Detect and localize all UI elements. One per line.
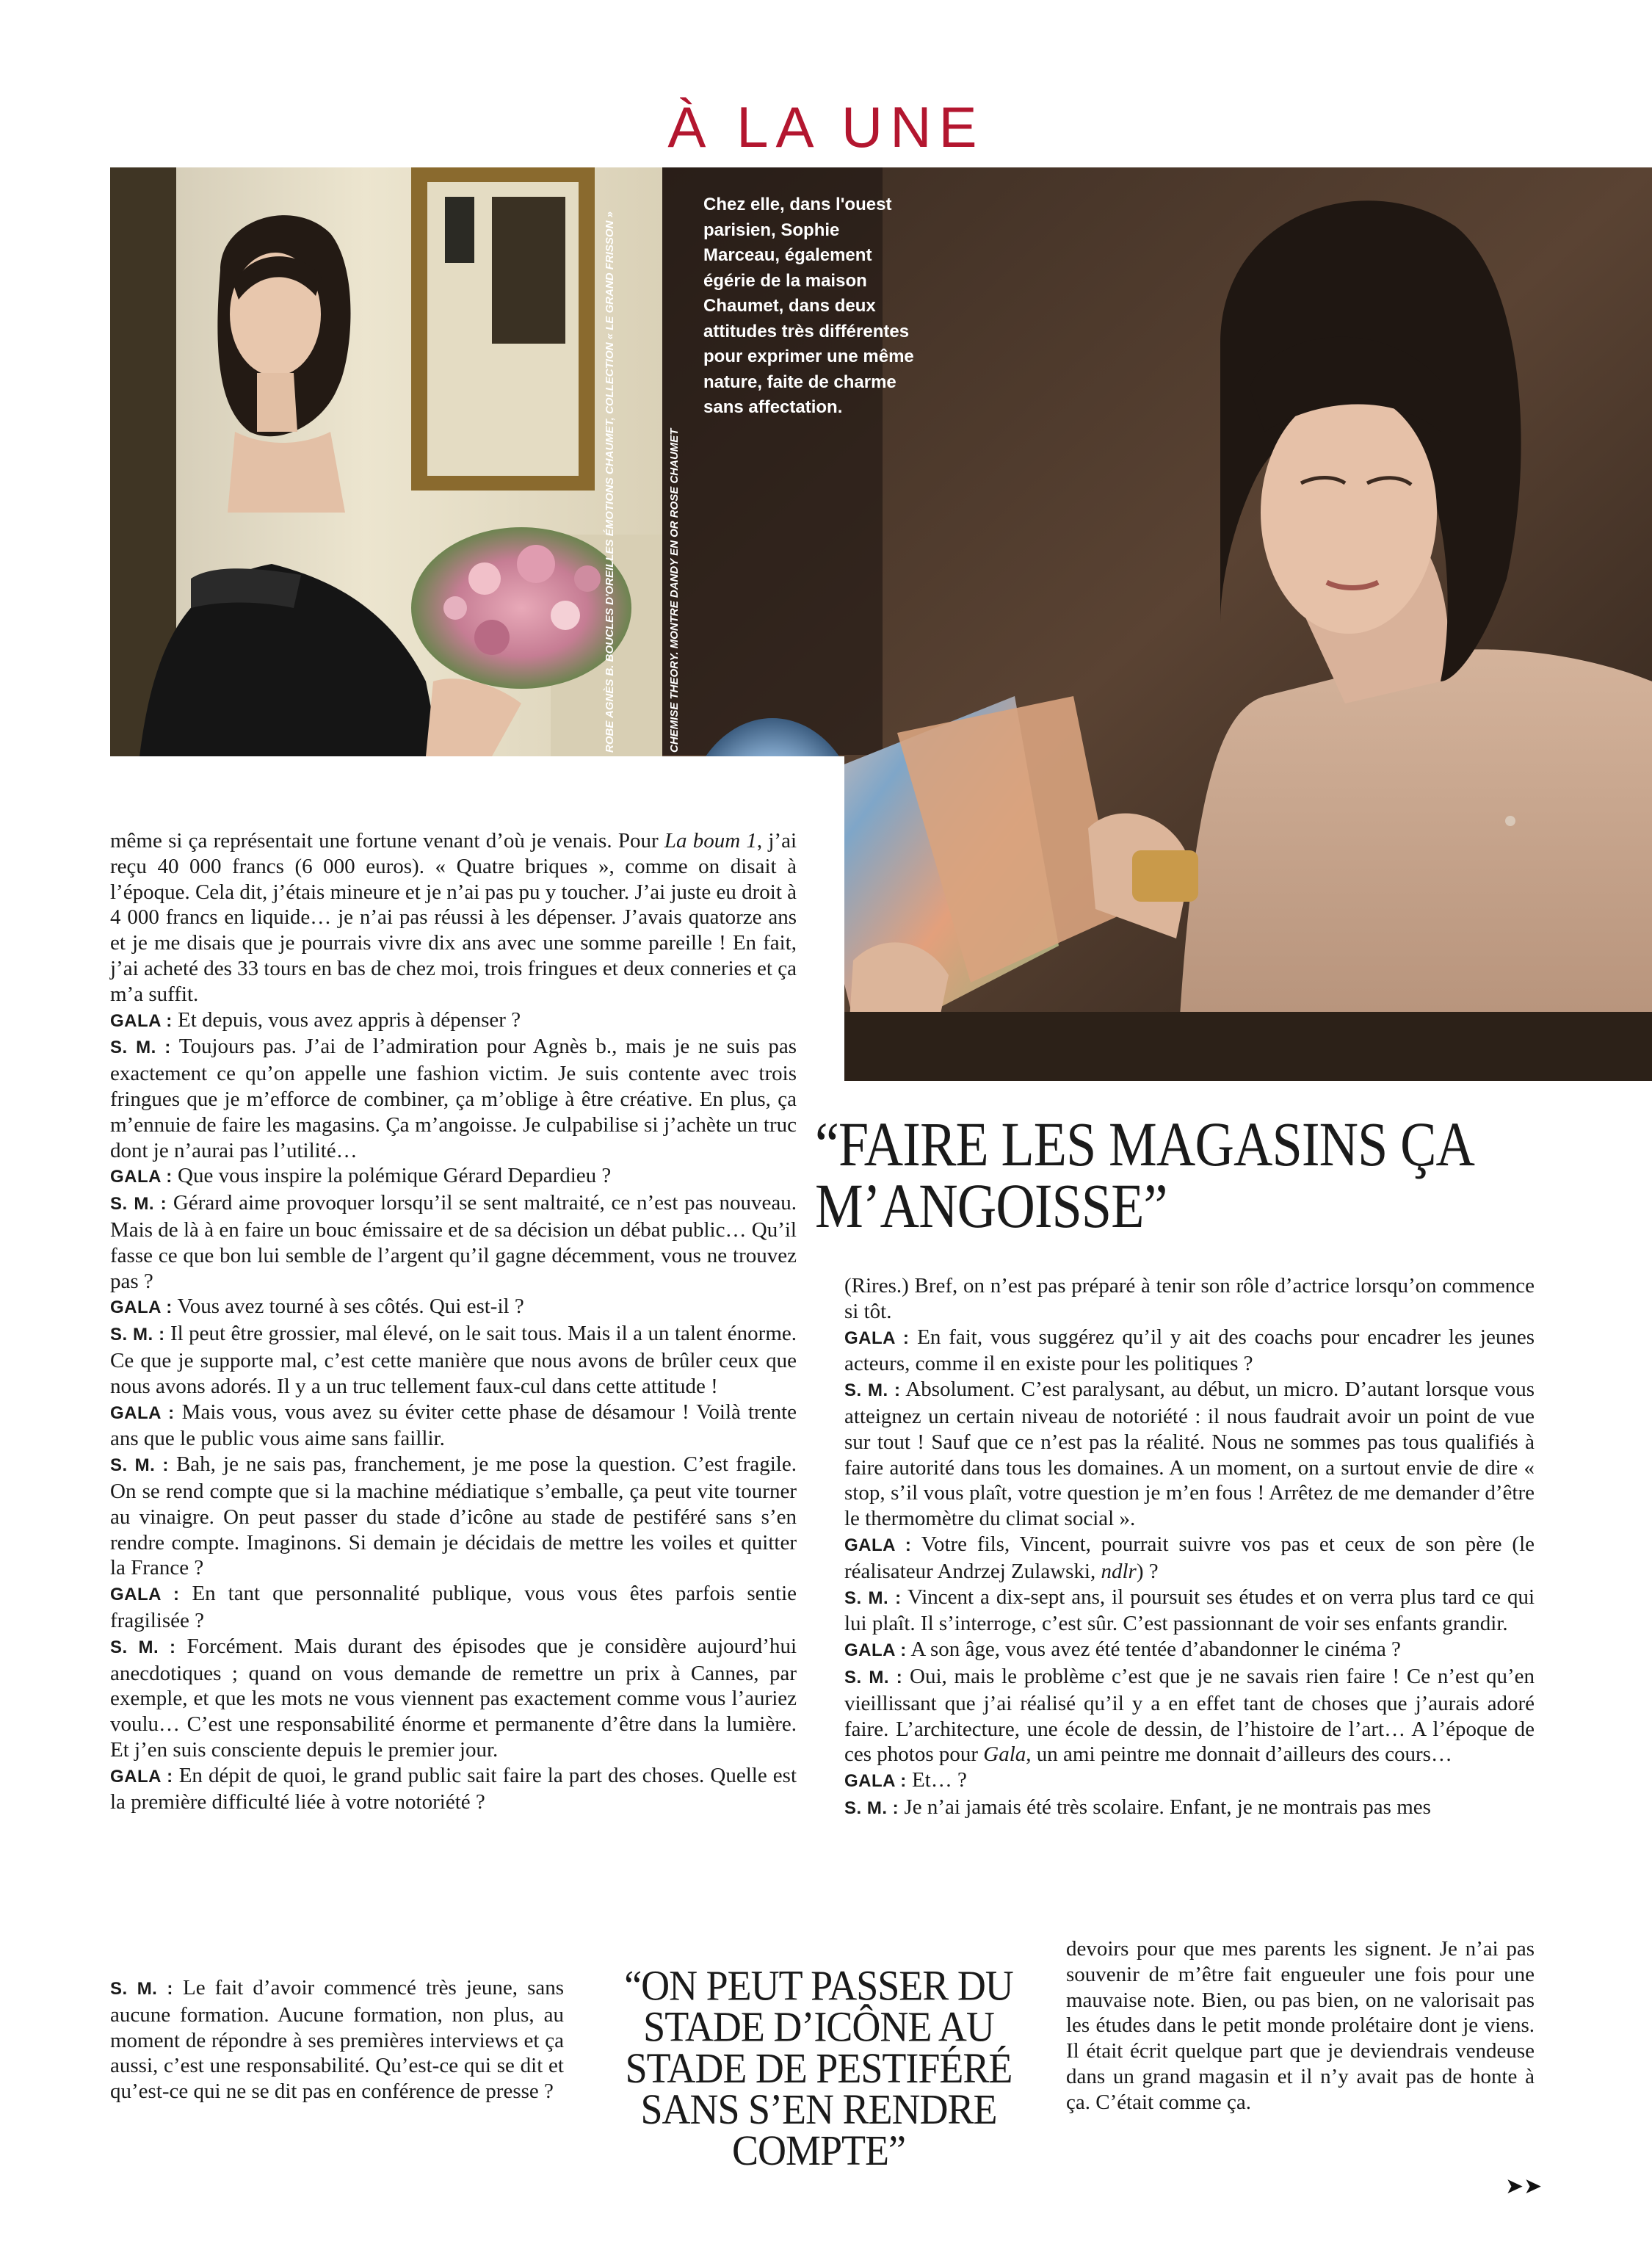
pull-quote-main: “FAIRE LES MAGASINS ÇA M’ANGOISSE”: [815, 1109, 1472, 1241]
answer-9: S. M. : Oui, mais le problème c’est que je ne savais rien faire ! Ce n’est qu’en vieillissant que j’ai réalisé qu’il y a en effet tant de choses que j’aurais adoré faire. L’architecture, une école de dessin, de l’histoire de l’art… A l’époque de ces photos pour Gala, un ami peintre me donnait d’ailleurs des cours…: [844, 1664, 1535, 1767]
answer-3: S. M. : Il peut être grossier, mal élevé, on le sait tous. Mais il a un talent énorme. Ce que je supporte mal, c’est cette manière que nous avons de brûler ceux que nous avons adorés. Il y a un truc tellement faux-cul dans cette attitude !: [110, 1322, 797, 1398]
answer-10-end: devoirs pour que mes parents les signent. Je n’ai pas souvenir de m’être fait engueuler une fois pour une mauvaise note. Bien, ou pas bien, on ne valorisait pas les études dans le petit monde prolétaire dont je viens. Il était écrit quelque part que je deviendrais vendeuse dans un grand magasin et il n’y avait pas de honte à ça. C’était comme ça.: [1066, 1937, 1535, 2114]
question-6: GALA : En dépit de quoi, le grand public sait faire la part des choses. Quelle est la première difficulté liée à votre notoriété ?: [110, 1763, 797, 1814]
portrait-photo-flowers: [110, 167, 677, 756]
paragraph-intro: même si ça représentait une fortune venant d’où je venais. Pour La boum 1, j’ai reçu 40 000 francs (6 000 euros). « Quatre briques », comme on disait à l’époque. Cela dit, j’étais mineure et je n’ai pas pu y toucher. J’ai juste eu droit à 4 000 francs en liquide… je n’ai pas réussi à les dépenser. J’avais quatorze ans et je me disais que je pourrais vivre dix ans avec une somme pareille ! En fait, j’ai acheté des 33 tours en bas de chez moi, trois fringues et deux conneries et ça m’a suffit.: [110, 829, 797, 1006]
question-1: GALA : Et depuis, vous avez appris à dépenser ?: [110, 1007, 521, 1032]
question-3: GALA : Vous avez tourné à ses côtés. Qui est-il ?: [110, 1295, 524, 1319]
section-title: À LA UNE: [667, 95, 985, 159]
answer-1: S. M. : Toujours pas. J’ai de l’admiration pour Agnès b., mais je ne suis pas exactement ce qu’on appelle une fashion victim. Je suis contente avec trois fringues que je m’efforce de combiner, ça m’oblige à être créative. En plus, ça m’ennuie de faire les magasins. Ça m’angoisse. Je culpabilise si j’achète un truc dont je n’aurai pas l’utilité…: [110, 1035, 797, 1162]
pull-quote-secondary: “ON PEUT PASSER DU STADE D’ICÔNE AU STADE DE PESTIFÉRÉ SANS S’EN RENDRE COMPTE”: [624, 1961, 1013, 2175]
question-5: GALA : En tant que personnalité publique, vous vous êtes parfois sentie fragilisée ?: [110, 1582, 797, 1632]
answer-7: S. M. : Absolument. C’est paralysant, au début, un micro. D’autant lorsque vous atteignez un certain niveau de notoriété : il nous faudrait avoir un point de vue sur tout ! Sauf que ce n’est pas la réalité. Nous ne sommes pas tous qualifiés à faire autorité dans tous les domaines. A un moment, on a surtout envie de dire « stop, s’il vous plaît, votre question je m’en fous ! Arrêtez de me demander d’être le thermomètre du climat social ».: [844, 1378, 1535, 1531]
continue-arrow-icon: ➤➤: [1505, 2174, 1543, 2199]
question-10: GALA : Et… ?: [844, 1768, 967, 1792]
magazine-name: Gala: [983, 1742, 1026, 1767]
question-9: GALA : A son âge, vous avez été tentée d’abandonner le cinéma ?: [844, 1637, 1401, 1662]
paragraph-rires: (Rires.) Bref, on n’est pas préparé à tenir son rôle d’actrice lorsqu’on commence si tôt.: [844, 1274, 1535, 1323]
right-photo-credit: CHEMISE THEORY. MONTRE DANDY EN OR ROSE CHAUMET: [668, 428, 681, 753]
article-column-right: [844, 1273, 1535, 1822]
left-photo-credit: ROBE AGNÈS B. BOUCLES D'OREILLES ÉMOTIONS CHAUMET, COLLECTION « LE GRAND FRISSON »: [604, 211, 616, 753]
article-column-right-bottom: [1066, 1936, 1535, 2115]
article-column-left: [110, 828, 797, 1815]
question-2: GALA : Que vous inspire la polémique Gérard Depardieu ?: [110, 1164, 612, 1188]
photo-caption: Chez elle, dans l'ouest parisien, Sophie Marceau, également égérie de la maison Chaumet, dans deux attitudes très différentes pour exprimer une même nature, faite de charme sans affectation.: [703, 195, 914, 417]
film-title: La boum 1: [664, 829, 757, 853]
answer-6: S. M. : Le fait d’avoir commencé très jeune, sans aucune formation. Aucune formation, non plus, au moment de répondre à ses premières interviews et ça aussi, c’est une responsabilité. Qu’est-ce qui se dit et qu’est-ce qui ne se dit pas en conférence de presse ?: [110, 1976, 565, 2104]
question-7: GALA : En fait, vous suggérez qu’il y ait des coachs pour encadrer les jeunes acteurs, comme il en existe pour les politiques ?: [844, 1325, 1535, 1376]
question-4: GALA : Mais vous, vous avez su éviter cette phase de désamour ! Voilà trente ans que le public vous aime sans faillir.: [110, 1400, 797, 1451]
answer-10-start: S. M. : Je n’ai jamais été très scolaire. Enfant, je ne montrais pas mes: [844, 1795, 1431, 1819]
article-column-left-bottom: [110, 1975, 564, 2104]
answer-8: S. M. : Vincent a dix-sept ans, il poursuit ses études et on verra plus tard ce qui lui plaît. Il s’interroge, c’est sûr. C’est passionnant de voir ses enfants grandir.: [844, 1585, 1535, 1636]
question-8: GALA : Votre fils, Vincent, pourrait suivre vos pas et ceux de son père (le réalisateur Andrzej Zulawski, ndlr) ?: [844, 1532, 1535, 1583]
portrait-photo-flowers-image: [110, 167, 677, 756]
answer-2: S. M. : Gérard aime provoquer lorsqu’il se sent maltraité, ce n’est pas nouveau. Mais de là à en faire un bouc émissaire et de sa décision un débat public… Qu’il fasse ce que bon lui semble de l’argent qu’il gagne décemment, vous ne trouvez pas ?: [110, 1191, 797, 1293]
answer-4: S. M. : Bah, je ne sais pas, franchement, je me pose la question. C’est fragile. On se rend compte que si la machine médiatique s’emballe, ça peut vite tourner au vinaigre. On peut passer du stade d’icône au stade de pestiféré sans s’en rendre compte. Imaginons. Si demain je décidais de mettre les voiles et quitter la France ?: [110, 1452, 797, 1580]
answer-5: S. M. : Forcément. Mais durant des épisodes que je considère aujourd’hui anecdotiques ; quand on vous demande de remettre un prix à Cannes, par exemple, et que les mots ne vous viennent pas exactement comme vous l’auriez voulu… C’est une responsabilité énorme et permanente d’être dans la lumière. Et j’en suis consciente depuis le premier jour.: [110, 1634, 797, 1762]
